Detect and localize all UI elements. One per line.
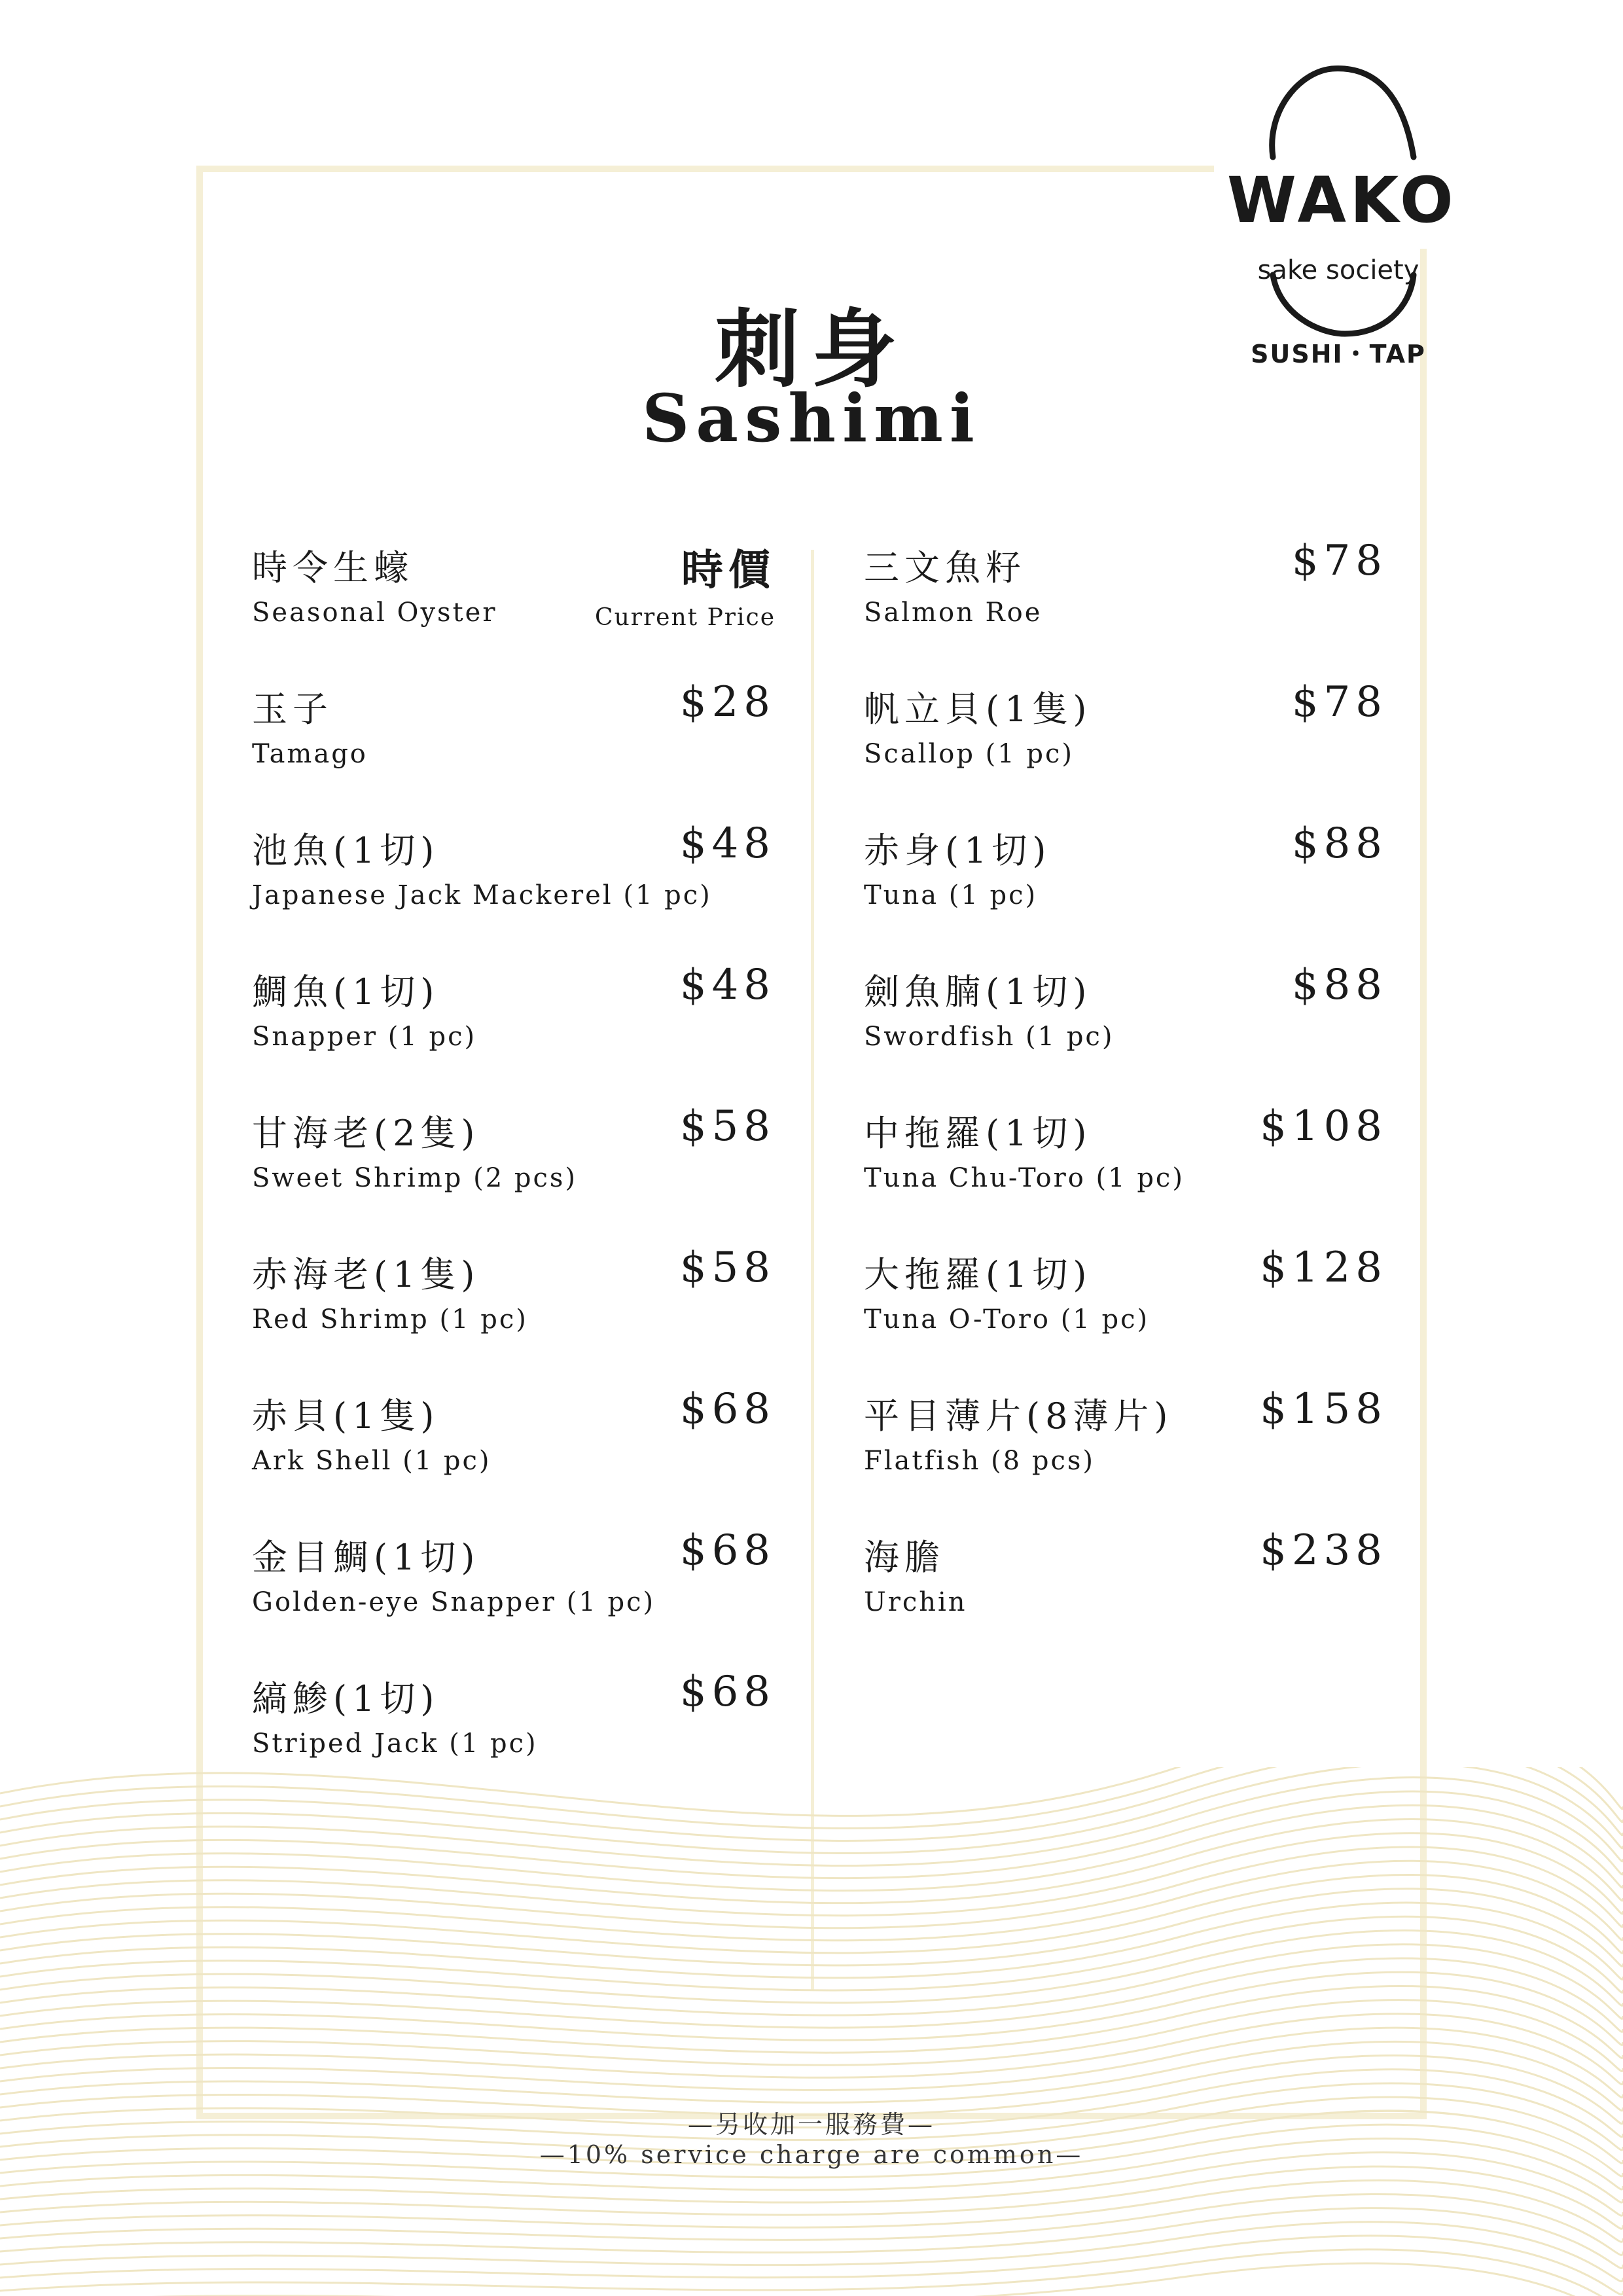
item-price: $88 [1291, 961, 1387, 1009]
menu-item [864, 1102, 1387, 1247]
wave-line [0, 2208, 1623, 2269]
menu-item [864, 537, 1387, 681]
page-title-chinese: 刺身 [714, 299, 908, 399]
item-name-english: Snapper (1 pc) [252, 1022, 477, 1052]
item-name-chinese: 大拖羅(1切) [864, 1254, 1092, 1295]
item-name-chinese: 鯛魚(1切) [252, 971, 440, 1013]
item-name-english: Sweet Shrimp (2 pcs) [252, 1163, 578, 1193]
wave-line [0, 1972, 1623, 2045]
item-price: $78 [1291, 678, 1387, 726]
item-name-chinese: 赤海老(1隻) [252, 1254, 480, 1295]
item-name-chinese: 三文魚籽 [864, 547, 1026, 588]
item-price: $128 [1260, 1244, 1387, 1292]
menu-item [864, 819, 1387, 964]
item-name-chinese: 平目薄片(8薄片) [864, 1395, 1173, 1437]
logo-wordmark: WAKO [1227, 164, 1457, 237]
item-price: $158 [1260, 1385, 1387, 1433]
item-name-chinese: 海膽 [864, 1537, 945, 1578]
item-name-chinese: 赤身(1切) [864, 830, 1052, 871]
item-name-chinese: 中拖羅(1切) [864, 1113, 1092, 1154]
menu-item [252, 819, 776, 964]
wave-line [0, 2028, 1623, 2098]
item-name-english: Striped Jack (1 pc) [252, 1729, 538, 1759]
item-name-english: Golden-eye Snapper (1 pc) [252, 1587, 656, 1617]
item-name-english: Tuna Chu-Toro (1 pc) [864, 1163, 1185, 1193]
item-name-english: Salmon Roe [864, 598, 1043, 628]
item-price: 時價 [681, 546, 776, 595]
item-name-english: Swordfish (1 pc) [864, 1022, 1115, 1052]
wave-line [0, 2000, 1623, 2072]
item-name-english: Tuna O-Toro (1 pc) [864, 1304, 1150, 1335]
item-name-english: Seasonal Oyster [252, 598, 497, 628]
wave-line [0, 2014, 1623, 2085]
menu-item [252, 678, 776, 823]
service-charge-note-english: —10% service charge are common— [539, 2140, 1084, 2169]
item-price: $78 [1291, 537, 1387, 585]
menu-column-right [864, 537, 1387, 1671]
item-price: $68 [679, 1526, 776, 1575]
item-name-chinese: 池魚(1切) [252, 830, 440, 871]
item-name-chinese: 赤貝(1隻) [252, 1395, 440, 1437]
menu-item [252, 540, 776, 681]
wave-line [0, 1986, 1623, 2058]
menu-item [252, 1102, 776, 1247]
logo-tagline: SUSHI・TAP [1251, 340, 1426, 368]
item-price: $108 [1260, 1102, 1387, 1151]
item-name-chinese: 甘海老(2隻) [252, 1113, 480, 1154]
item-name-chinese: 玉子 [252, 689, 333, 730]
item-name-english: Tamago [252, 739, 368, 769]
logo-subtitle: sake society [1257, 255, 1419, 285]
menu-item [252, 1385, 776, 1530]
item-price: $68 [679, 1385, 776, 1433]
item-price: $48 [679, 961, 776, 1009]
menu-item [864, 1244, 1387, 1388]
item-name-chinese: 金目鯛(1切) [252, 1537, 480, 1578]
menu-item [864, 1526, 1387, 1671]
item-name-english: Ark Shell (1 pc) [252, 1446, 491, 1476]
item-name-english: Red Shrimp (1 pc) [252, 1304, 528, 1335]
item-price: $28 [679, 678, 776, 726]
item-name-english: Tuna (1 pc) [864, 880, 1038, 910]
item-price: $88 [1291, 819, 1387, 868]
menu-item [252, 1668, 776, 1812]
item-price: $68 [679, 1668, 776, 1716]
item-price: $58 [679, 1244, 776, 1292]
menu-item [252, 1244, 776, 1388]
item-price: $238 [1260, 1526, 1387, 1575]
service-charge-note-chinese: —另收加一服務費— [687, 2110, 935, 2139]
item-name-chinese: 帆立貝(1隻) [864, 689, 1092, 730]
menu-item [864, 961, 1387, 1105]
wave-pattern [0, 1767, 1623, 2296]
item-name-chinese: 劍魚腩(1切) [864, 971, 1092, 1013]
item-name-chinese: 縞鯵(1切) [252, 1678, 440, 1719]
wave-line [0, 1930, 1623, 2005]
menu-item [864, 678, 1387, 823]
menu-column-left [252, 540, 776, 1812]
item-name-english: Urchin [864, 1587, 967, 1617]
wave-line [0, 1945, 1623, 2019]
menu-item [864, 1385, 1387, 1530]
item-price: $48 [679, 819, 776, 868]
page-title-english: Sashimi [642, 380, 981, 457]
item-name-english: Flatfish (8 pcs) [864, 1446, 1095, 1476]
item-price: $58 [679, 1102, 776, 1151]
menu-item [252, 961, 776, 1105]
item-price-note: Current Price [595, 604, 776, 631]
item-name-english: Scallop (1 pc) [864, 739, 1075, 769]
item-name-english: Japanese Jack Mackerel (1 pc) [252, 880, 712, 910]
menu-item [252, 1526, 776, 1671]
item-name-chinese: 時令生蠔 [252, 547, 414, 588]
wave-line [0, 1958, 1623, 2032]
wave-line [0, 1875, 1623, 1954]
